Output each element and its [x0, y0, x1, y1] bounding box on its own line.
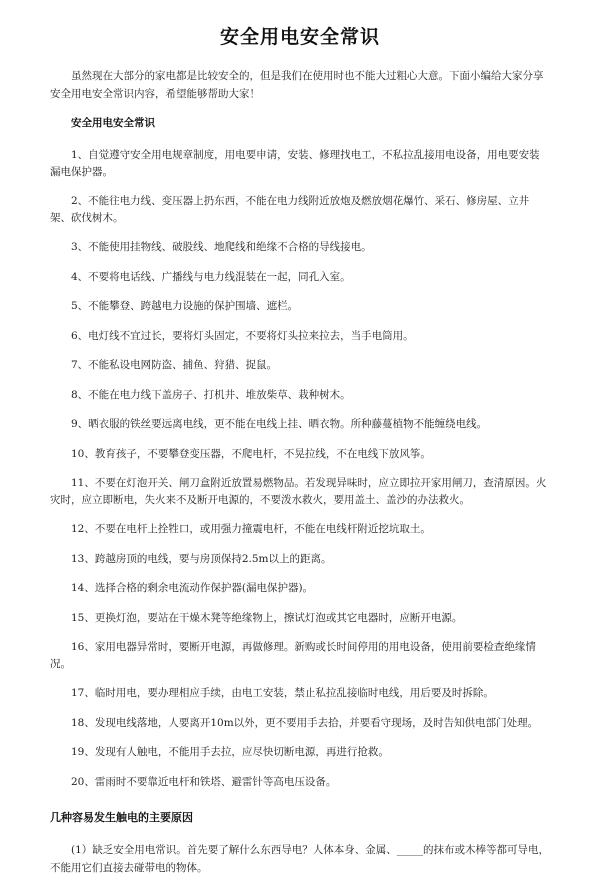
intro-paragraph: 虽然现在大部分的家电都是比较安全的，但是我们在使用时也不能大过粗心大意。下面小编给大家分享安全用电安全常识内容，希望能够帮助大家！ [50, 70, 544, 100]
rule-item: 19、发现有人触电，不能用手去拉，应尽快切断电源，再进行抢救。 [71, 746, 389, 758]
rule-item: 17、临时用电，要办理相应手续，由电工安装，禁止私拉乱接临时电线，用后要及时拆除。 [71, 687, 494, 699]
rule-item: 13、跨越房顶的电线，要与房顶保持2.5m以上的距离。 [71, 552, 332, 565]
rule-item: 4、不要将电话线、广播线与电力线混装在一起，同孔入室。 [71, 270, 351, 283]
rule-item: 10、教育孩子，不要攀登变压器，不爬电杆，不晃拉线，不在电线下放风筝。 [71, 447, 431, 460]
rule-item: 1、自觉遵守安全用电规章制度，用电要申请，安装、修理找电工，不私拉乱接用电设备，用电要安装漏电保护器。 [50, 149, 540, 178]
rule-item: 16、家用电器异常时，要断开电源，再做修理。新购或长时间停用的用电设备，使用前要检查绝缘情况。 [50, 641, 536, 670]
rule-item: 14、选择合格的剩余电流动作保护器(漏电保护器)。 [71, 582, 314, 594]
rule-item: 11、不要在灯泡开关、闸刀盒附近放置易燃物品。若发现异味时，应立即拉开家用闸刀，查清原因。火灾时，应立即断电，失火来不及断开电源的，不要泼水救火，要用盖土、盖沙的办法救火。 [50, 477, 547, 506]
rule-item: 3、不能使用挂物线、破股线、地爬线和绝缘不合格的导线接电。 [71, 241, 372, 253]
rule-item: 9、晒衣服的铁丝要远离电线，更不能在电线上挂、晒衣物。所种藤蔓植物不能缠绕电线。 [71, 418, 488, 430]
rule-item: 7、不能私设电网防盗、捕鱼、狩猎、捉鼠。 [71, 359, 278, 371]
rule-item: 2、不能往电力线、变压器上扔东西，不能在电力线附近放炮及燃放烟花爆竹、采石、修房屋、立井架、砍伐树木。 [50, 195, 530, 224]
section-heading: 安全用电安全常识 [71, 117, 155, 129]
rule-item: 15、更换灯泡，要站在干燥木凳等绝缘物上，擦试灯泡或其它电器时，应断开电源。 [71, 611, 463, 624]
rule-item: 18、发现电线落地，人要离开10m以外，更不要用手去拾，并要看守现场，及时告知供电部门处理。 [71, 716, 539, 729]
cause-paragraph: (1）缺乏安全用电常识。首先要了解什么东西导电？人体本身、金属、_____的抹布或木棒等都可导电，不能用它们直接去碰带电的物体。 [50, 843, 550, 874]
rule-list [50, 147, 550, 791]
rule-item: 6、电灯线不宜过长，要将灯头固定，不要将灯头拉来拉去，当手电筒用。 [71, 329, 414, 342]
rule-item: 5、不能攀登、跨越电力设施的保护围墙、遮栏。 [71, 300, 299, 312]
rule-item: 20、雷雨时不要靠近电杆和铁塔、避雷针等高电压设备。 [71, 775, 337, 788]
page-title: 安全用电安全常识 [219, 26, 380, 48]
rule-item: 12、不要在电杆上拴牲口，或用强力撞震电杆，不能在电线杆附近挖坑取土。 [71, 523, 431, 535]
rule-item: 8、不能在电力线下盖房子、打机井、堆放柴草、栽种树木。 [71, 388, 351, 401]
section-heading-causes: 几种容易发生触电的主要原因 [50, 810, 193, 824]
